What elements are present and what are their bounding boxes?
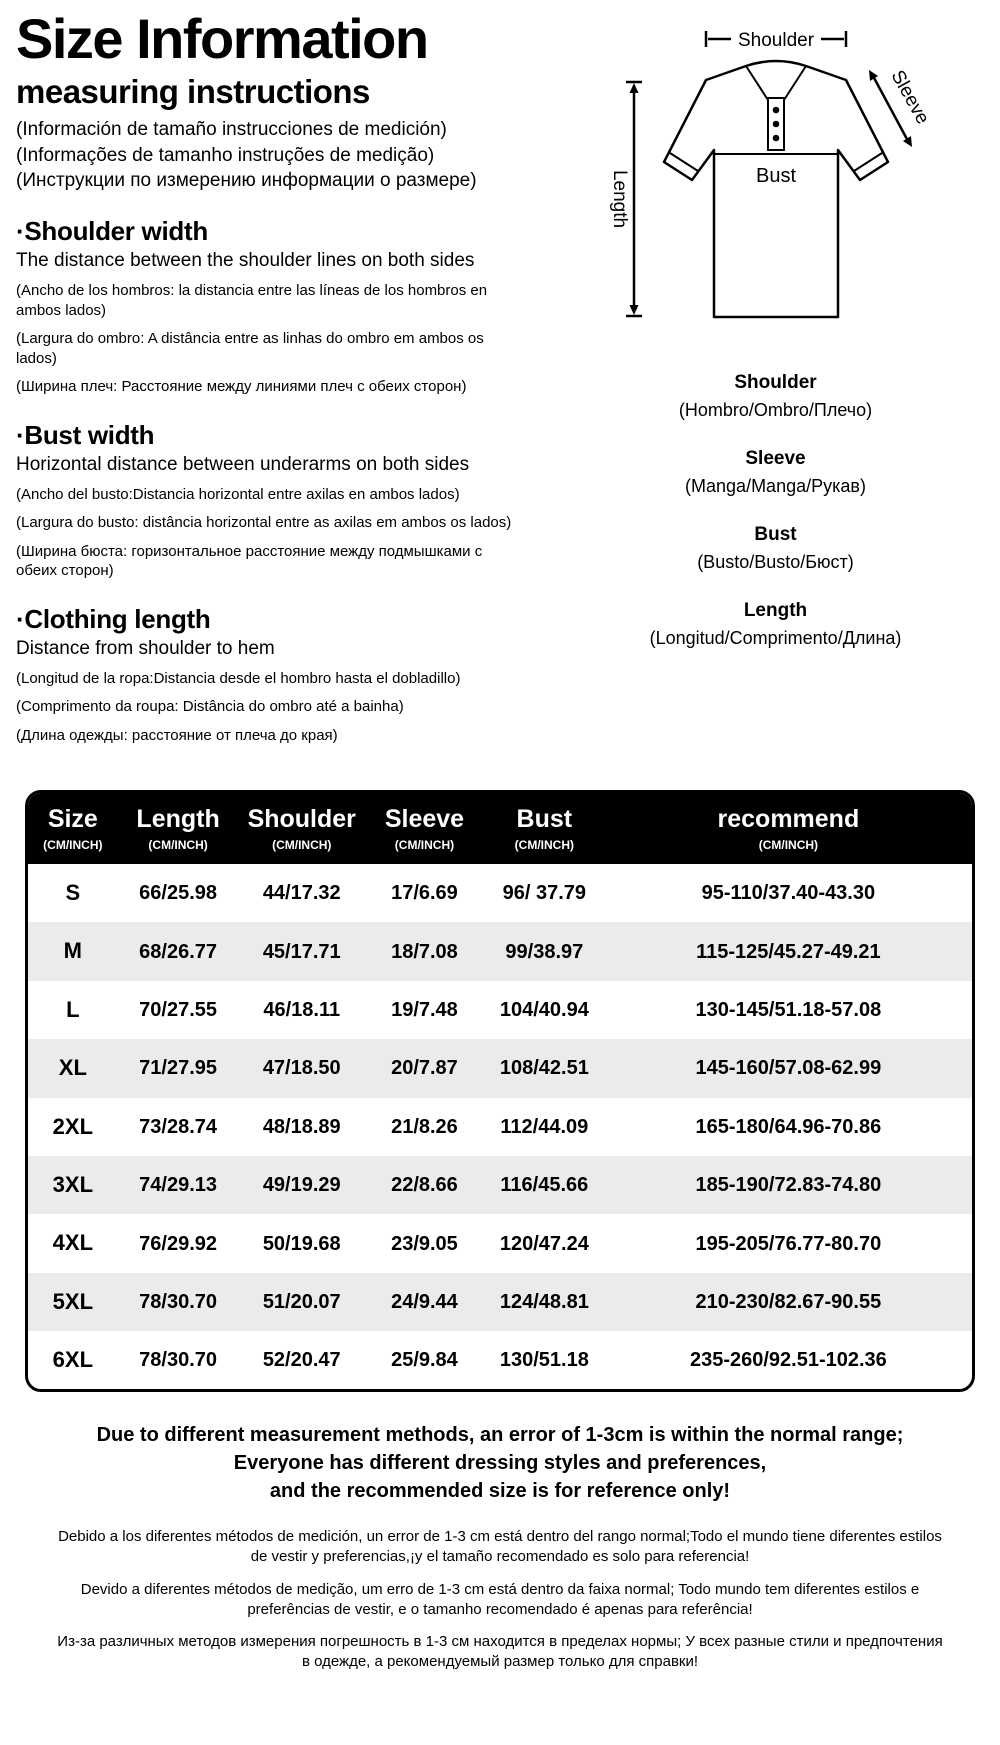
- cell-shoulder: 44/17.32: [262, 882, 341, 905]
- table-row-3xl: [28, 1156, 972, 1214]
- collar-and-placket: [746, 66, 806, 150]
- cell-shoulder: 50/19.68: [262, 1232, 341, 1255]
- cell-shoulder: 51/20.07: [262, 1290, 341, 1313]
- table-row-s: [28, 864, 972, 922]
- instruction-heading: ·Clothing length: [16, 603, 211, 634]
- disclaimer-note-ru: Из-за различных методов измерения погрешность в 1-3 см находится в пределах нормы; У всех разные стили и предпочтения в одежде, а рекомендуемый размер только для справки!: [57, 1633, 943, 1671]
- cell-shoulder: 52/20.47: [262, 1349, 341, 1372]
- cell-shoulder: 49/19.29: [262, 1174, 341, 1197]
- cell-recommend: 130-145/51.18-57.08: [695, 998, 882, 1021]
- table-row-2xl: [28, 1098, 972, 1156]
- cell-length: 68/26.77: [139, 940, 218, 963]
- legend-item-length: [650, 600, 902, 649]
- cell-shoulder: 46/18.11: [263, 998, 341, 1021]
- header-unit: (CM/INCH): [272, 837, 332, 852]
- cell-shoulder: 45/17.71: [262, 940, 341, 963]
- cell-length: 71/27.95: [139, 1057, 218, 1080]
- top-section: [0, 8, 1000, 754]
- measuring-instructions-column: [16, 8, 551, 754]
- subtitle-translation-pt: (Informações de tamanho instruções de medição): [16, 144, 435, 166]
- cell-size: 5XL: [52, 1288, 94, 1314]
- disclaimer-translations: [0, 1527, 1000, 1672]
- disclaimer-line-1: Due to different measurement methods, an error of 1-3cm is within the normal range;: [96, 1424, 904, 1447]
- cell-size: XL: [58, 1055, 87, 1081]
- cell-bust: 120/47.24: [499, 1232, 589, 1255]
- diagram-column: [551, 8, 1000, 754]
- header-label: Sleeve: [384, 805, 465, 834]
- instruction-translation-ru: (Ширина плеч: Расстояние между линиями плеч с обеих сторон): [16, 378, 467, 396]
- legend-item-shoulder: [650, 372, 902, 421]
- cell-bust: 124/48.81: [499, 1290, 589, 1313]
- disclaimer-line-2: Everyone has different dressing styles and preferences,: [233, 1452, 767, 1475]
- cell-size: 3XL: [52, 1171, 94, 1197]
- table-row-xl: [28, 1039, 972, 1097]
- instruction-translation-pt: (Largura do ombro: A distância entre as linhas do ombro em ambos os lados): [16, 330, 484, 367]
- table-row-4xl: [28, 1214, 972, 1272]
- header-unit: (CM/INCH): [43, 837, 103, 852]
- cell-sleeve: 22/8.66: [391, 1174, 458, 1197]
- cell-bust: 108/42.51: [499, 1057, 589, 1080]
- diagram-shoulder-label: Shoulder: [737, 30, 814, 51]
- header-size: [28, 793, 118, 864]
- cell-recommend: 195-205/76.77-80.70: [695, 1232, 882, 1255]
- table-row-6xl: [28, 1331, 972, 1389]
- cell-sleeve: 18/7.08: [391, 940, 458, 963]
- legend-name: Length: [743, 600, 808, 621]
- legend-translations: (Longitud/Comprimento/Длина): [649, 628, 902, 648]
- instruction-description: The distance between the shoulder lines on both sides: [16, 250, 475, 272]
- diagram-length-label: Length: [608, 169, 630, 229]
- instruction-shoulder-width: [16, 216, 551, 397]
- cell-length: 78/30.70: [139, 1349, 218, 1372]
- cell-shoulder: 47/18.50: [262, 1057, 341, 1080]
- cell-sleeve: 20/7.87: [391, 1057, 458, 1080]
- header-bust: [484, 793, 605, 864]
- polo-shirt-diagram: [556, 14, 996, 362]
- cell-size: S: [65, 879, 81, 905]
- page-subtitle: measuring instructions: [16, 73, 370, 111]
- instruction-description: Distance from shoulder to hem: [16, 637, 275, 659]
- measurement-legend: [650, 372, 902, 676]
- cell-sleeve: 24/9.44: [391, 1290, 458, 1313]
- length-arrowhead-bottom: [629, 305, 638, 315]
- polo-shirt-outline: [664, 61, 888, 317]
- cell-bust: 130/51.18: [499, 1349, 589, 1372]
- header-shoulder: [239, 793, 365, 864]
- size-table-section: [25, 790, 975, 1392]
- header-label: Bust: [516, 805, 573, 834]
- diagram-sleeve-label: Sleeve: [886, 66, 933, 128]
- header-length: [118, 793, 239, 864]
- instruction-translation-pt: (Largura do busto: distância horizontal entre as axilas em ambos os lados): [16, 514, 512, 532]
- legend-translations: (Hombro/Ombro/Плечо): [678, 400, 873, 420]
- header-unit: (CM/INCH): [394, 837, 455, 852]
- cell-size: 6XL: [52, 1347, 94, 1373]
- legend-item-sleeve: [650, 448, 902, 497]
- cell-size: 2XL: [52, 1113, 94, 1139]
- instruction-clothing-length: [16, 604, 551, 746]
- cell-sleeve: 23/9.05: [391, 1232, 458, 1255]
- cell-length: 74/29.13: [139, 1174, 218, 1197]
- header-recommend: [605, 793, 972, 864]
- cell-length: 70/27.55: [139, 998, 218, 1021]
- header-label: Length: [136, 805, 220, 834]
- cell-bust: 96/ 37.79: [502, 882, 587, 905]
- cell-length: 78/30.70: [139, 1290, 218, 1313]
- header-unit: (CM/INCH): [514, 837, 574, 852]
- cell-recommend: 115-125/45.27-49.21: [696, 940, 881, 963]
- legend-name: Shoulder: [734, 372, 817, 393]
- header-label: Size: [47, 805, 98, 834]
- disclaimer-bold: [0, 1422, 1000, 1505]
- cell-recommend: 235-260/92.51-102.36: [689, 1349, 887, 1372]
- size-table-border: [25, 790, 975, 1392]
- disclaimer-note-es: Debido a los diferentes métodos de medición, un error de 1-3 cm está dentro del rango normal;Todo el mundo tiene diferentes estilos de vestir y preferencias,¡y el tamaño recomendado es solo para referencia!: [58, 1528, 942, 1566]
- length-arrowhead-top: [629, 83, 638, 93]
- cell-recommend: 95-110/37.40-43.30: [701, 882, 876, 905]
- instruction-translation-es: (Ancho del busto:Distancia horizontal entre axilas en ambos lados): [16, 485, 460, 503]
- cell-bust: 99/38.97: [505, 940, 584, 963]
- instruction-translation-pt: (Comprimento da roupa: Distância do ombro até a bainha): [16, 698, 404, 716]
- table-row-5xl: [28, 1273, 972, 1331]
- cell-size: M: [63, 938, 82, 964]
- instruction-translation-ru: (Длина одежды: расстояние от плеча до края): [16, 726, 338, 744]
- cell-shoulder: 48/18.89: [262, 1115, 341, 1138]
- table-row-m: [28, 922, 972, 980]
- subtitle-translation-ru: (Инструкции по измерению информации о размере): [16, 170, 477, 192]
- instruction-bust-width: [16, 420, 551, 581]
- disclaimer-note-pt: Devido a diferentes métodos de medição, um erro de 1-3 cm está dentro da faixa normal; Todo mundo tem diferentes estilos e preferências de vestir, e o tamanho recomendado é apenas para referência!: [80, 1580, 920, 1618]
- instruction-translation-es: (Ancho de los hombros: la distancia entre las líneas de los hombros en ambos lados): [16, 282, 488, 319]
- cell-recommend: 165-180/64.96-70.86: [695, 1115, 882, 1138]
- cell-bust: 116/45.66: [500, 1174, 589, 1197]
- legend-name: Sleeve: [745, 448, 806, 469]
- table-header-row: [28, 793, 972, 864]
- legend-item-bust: [650, 524, 902, 573]
- cell-recommend: 210-230/82.67-90.55: [695, 1290, 882, 1313]
- instruction-translation-es: (Longitud de la ropa:Distancia desde el hombro hasta el dobladillo): [16, 669, 461, 687]
- footer: [0, 1422, 1000, 1672]
- cell-bust: 112/44.09: [500, 1115, 589, 1138]
- header-unit: (CM/INCH): [148, 837, 208, 852]
- legend-translations: (Manga/Manga/Рукав): [685, 476, 866, 496]
- cell-sleeve: 25/9.84: [391, 1349, 458, 1372]
- cell-recommend: 145-160/57.08-62.99: [695, 1057, 882, 1080]
- cell-size: L: [66, 996, 80, 1022]
- cell-size: 4XL: [52, 1230, 94, 1256]
- subtitle-translation-es: (Información de tamaño instrucciones de medición): [16, 119, 447, 141]
- size-table: [28, 793, 972, 1389]
- instruction-heading: ·Bust width: [16, 419, 155, 450]
- page-title: Size Information: [16, 7, 428, 70]
- cell-length: 76/29.92: [139, 1232, 218, 1255]
- legend-translations: (Busto/Busto/Бюст): [697, 552, 854, 572]
- cell-recommend: 185-190/72.83-74.80: [695, 1174, 882, 1197]
- cell-sleeve: 21/8.26: [391, 1115, 458, 1138]
- cell-length: 66/25.98: [139, 882, 218, 905]
- cell-sleeve: 17/6.69: [391, 882, 458, 905]
- cell-bust: 104/40.94: [499, 998, 589, 1021]
- diagram-bust-label: Bust: [755, 165, 796, 187]
- instruction-translation-ru: (Ширина бюста: горизонтальное расстояние между подмышками с обеих сторон): [16, 542, 483, 580]
- header-sleeve: [365, 793, 484, 864]
- legend-name: Bust: [754, 524, 797, 545]
- header-unit: (CM/INCH): [758, 837, 819, 852]
- table-row-l: [28, 981, 972, 1039]
- header-label: Shoulder: [247, 805, 356, 834]
- header-label: recommend: [717, 805, 860, 834]
- instruction-description: Horizontal distance between underarms on both sides: [16, 453, 470, 475]
- cell-length: 73/28.74: [139, 1115, 218, 1138]
- disclaimer-line-3: and the recommended size is for reference only!: [269, 1479, 731, 1502]
- instruction-heading: ·Shoulder width: [16, 216, 208, 247]
- cell-sleeve: 19/7.48: [391, 998, 458, 1021]
